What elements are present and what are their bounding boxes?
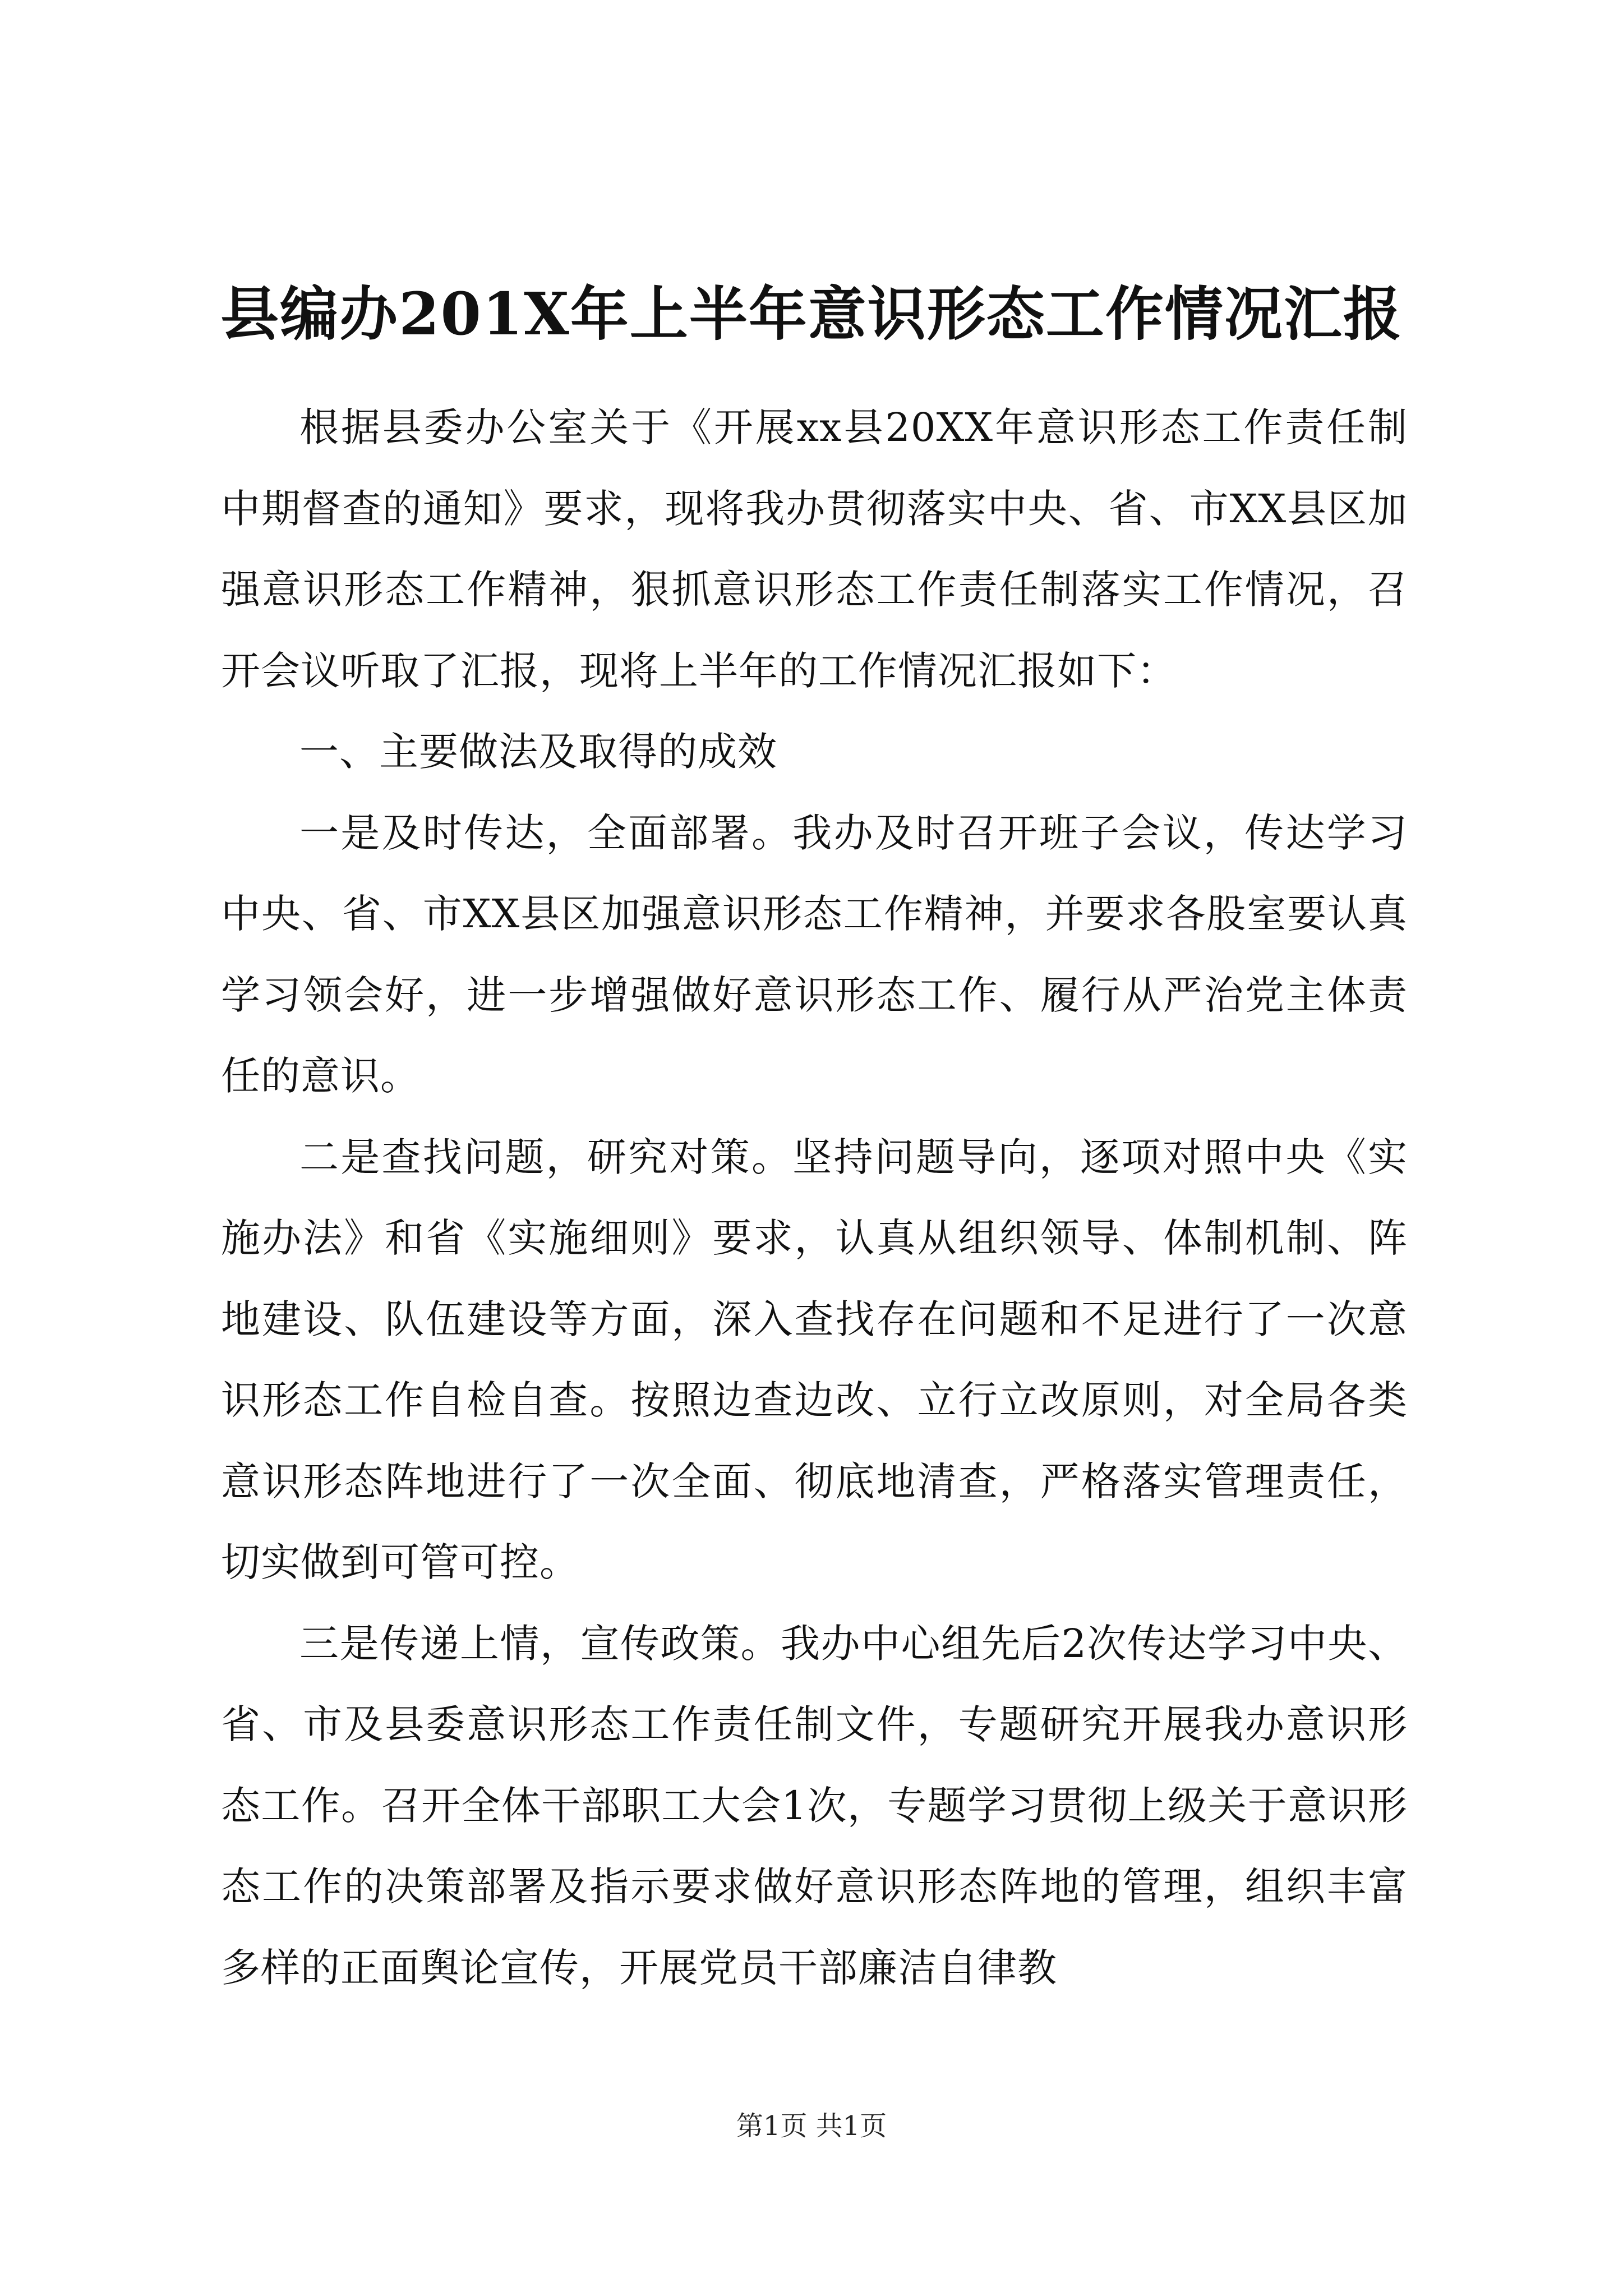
document-body: [221, 387, 1408, 2008]
paragraph-item-3: 三是传递上情，宣传政策。我办中心组先后2次传达学习中央、省、市及县委意识形态工作责任制文件，专题研究开展我办意识形态工作。召开全体干部职工大会1次，专题学习贯彻上级关于意识形态工作的决策部署及指示要求做好意识形态阵地的管理，组织丰富多样的正面舆论宣传，开展党员干部廉洁自律教: [221, 1620, 1408, 1991]
page-footer: 第1页 共1页: [736, 2110, 887, 2142]
paragraph-item-2: 二是查找问题，研究对策。坚持问题导向，逐项对照中央《实施办法》和省《实施细则》要求，认真从组织领导、体制机制、阵地建设、队伍建设等方面，深入查找存在问题和不足进行了一次意识形态工作自检自查。按照边查边改、立行立改原则，对全局各类意识形态阵地进行了一次全面、彻底地清查，严格落实管理责任，切实做到可管可控。: [221, 1134, 1408, 1585]
paragraph-item-1: 一是及时传达，全面部署。我办及时召开班子会议，传达学习中央、省、市XX县区加强意识形态工作精神，并要求各股室要认真学习领会好，进一步增强做好意识形态工作、履行从严治党主体责任的意识。: [221, 809, 1408, 1099]
paragraph-intro: 根据县委办公室关于《开展xx县20XX年意识形态工作责任制中期督查的通知》要求，现将我办贯彻落实中央、省、市XX县区加强意识形态工作精神，狠抓意识形态工作责任制落实工作情况，召开会议听取了汇报，现将上半年的工作情况汇报如下：: [221, 404, 1408, 694]
section-heading-1: 一、主要做法及取得的成效: [299, 729, 777, 775]
document-title: 县编办201X年上半年意识形态工作情况汇报: [220, 279, 1403, 348]
